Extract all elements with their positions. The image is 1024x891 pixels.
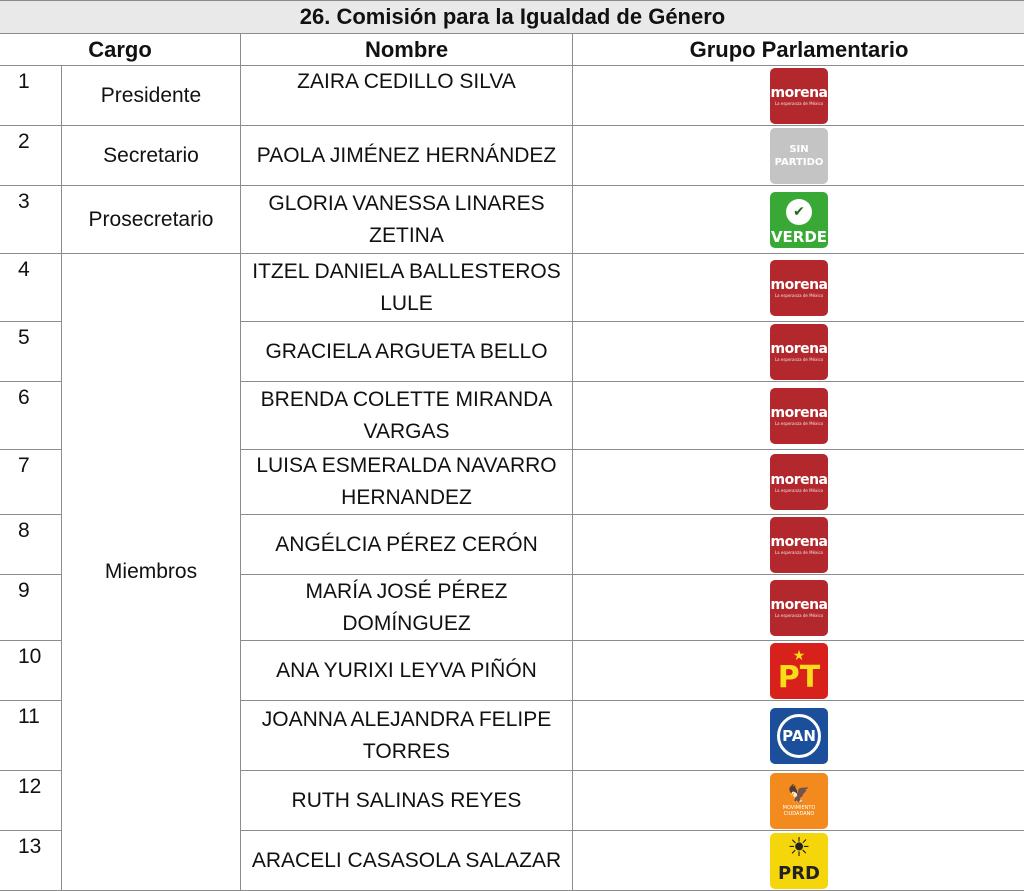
table-row <box>0 186 1024 254</box>
row-number: 10 <box>0 641 62 701</box>
row-name: ZAIRA CEDILLO SILVA <box>241 66 573 126</box>
row-number: 13 <box>0 831 62 891</box>
header-cargo: Cargo <box>0 34 241 66</box>
row-party <box>573 126 1024 186</box>
row-cargo: Presidente <box>62 66 241 126</box>
morena-logo-icon: morena La esperanza de México <box>770 454 828 510</box>
row-number: 7 <box>0 450 62 515</box>
row-number: 4 <box>0 254 62 322</box>
row-number: 12 <box>0 771 62 831</box>
row-number: 6 <box>0 382 62 450</box>
row-name: GLORIA VANESSA LINARES ZETINA <box>241 186 573 254</box>
row-number: 1 <box>0 66 62 126</box>
table-row <box>0 254 1024 322</box>
row-name: JOANNA ALEJANDRA FELIPE TORRES <box>241 701 573 771</box>
header-nombre: Nombre <box>241 34 573 66</box>
row-party <box>573 450 1024 515</box>
verde-logo-icon: ✔ VERDE <box>770 192 828 248</box>
morena-logo-icon: morena La esperanza de México <box>770 517 828 573</box>
table-title: 26. Comisión para la Igualdad de Género <box>0 1 1024 34</box>
pt-logo-icon: ★ PT <box>770 643 828 699</box>
morena-logo-icon: morena La esperanza de México <box>770 580 828 636</box>
pan-logo-icon: PAN <box>770 708 828 764</box>
header-grupo: Grupo Parlamentario <box>573 34 1024 66</box>
row-party <box>573 641 1024 701</box>
row-cargo: Prosecretario <box>62 186 241 254</box>
row-party <box>573 382 1024 450</box>
row-number: 2 <box>0 126 62 186</box>
row-name: ARACELI CASASOLA SALAZAR <box>241 831 573 891</box>
prd-logo-icon: ☀ PRD <box>770 833 828 889</box>
morena-logo-icon: morena La esperanza de México <box>770 68 828 124</box>
table-row <box>0 66 1024 126</box>
row-number: 3 <box>0 186 62 254</box>
row-cargo: Secretario <box>62 126 241 186</box>
row-number: 9 <box>0 575 62 641</box>
sin-partido-logo-icon: SIN PARTIDO <box>770 128 828 184</box>
row-party <box>573 322 1024 382</box>
row-party <box>573 66 1024 126</box>
row-number: 5 <box>0 322 62 382</box>
row-name: PAOLA JIMÉNEZ HERNÁNDEZ <box>241 126 573 186</box>
morena-logo-icon: morena La esperanza de México <box>770 388 828 444</box>
row-name: ITZEL DANIELA BALLESTEROS LULE <box>241 254 573 322</box>
row-name: RUTH SALINAS REYES <box>241 771 573 831</box>
morena-logo-icon: morena La esperanza de México <box>770 260 828 316</box>
row-party <box>573 771 1024 831</box>
table-row <box>0 126 1024 186</box>
row-party <box>573 831 1024 891</box>
row-number: 11 <box>0 701 62 771</box>
movimiento-ciudadano-logo-icon: 🦅 MOVIMIENTO CIUDADANO <box>770 773 828 829</box>
row-name: MARÍA JOSÉ PÉREZ DOMÍNGUEZ <box>241 575 573 641</box>
row-name: BRENDA COLETTE MIRANDA VARGAS <box>241 382 573 450</box>
row-party <box>573 575 1024 641</box>
row-party <box>573 701 1024 771</box>
row-number: 8 <box>0 515 62 575</box>
row-cargo: Miembros <box>62 254 241 891</box>
row-party <box>573 186 1024 254</box>
row-name: ANGÉLCIA PÉREZ CERÓN <box>241 515 573 575</box>
row-party <box>573 254 1024 322</box>
row-name: ANA YURIXI LEYVA PIÑÓN <box>241 641 573 701</box>
row-name: GRACIELA ARGUETA BELLO <box>241 322 573 382</box>
row-party <box>573 515 1024 575</box>
row-name: LUISA ESMERALDA NAVARRO HERNANDEZ <box>241 450 573 515</box>
morena-logo-icon: morena La esperanza de México <box>770 324 828 380</box>
